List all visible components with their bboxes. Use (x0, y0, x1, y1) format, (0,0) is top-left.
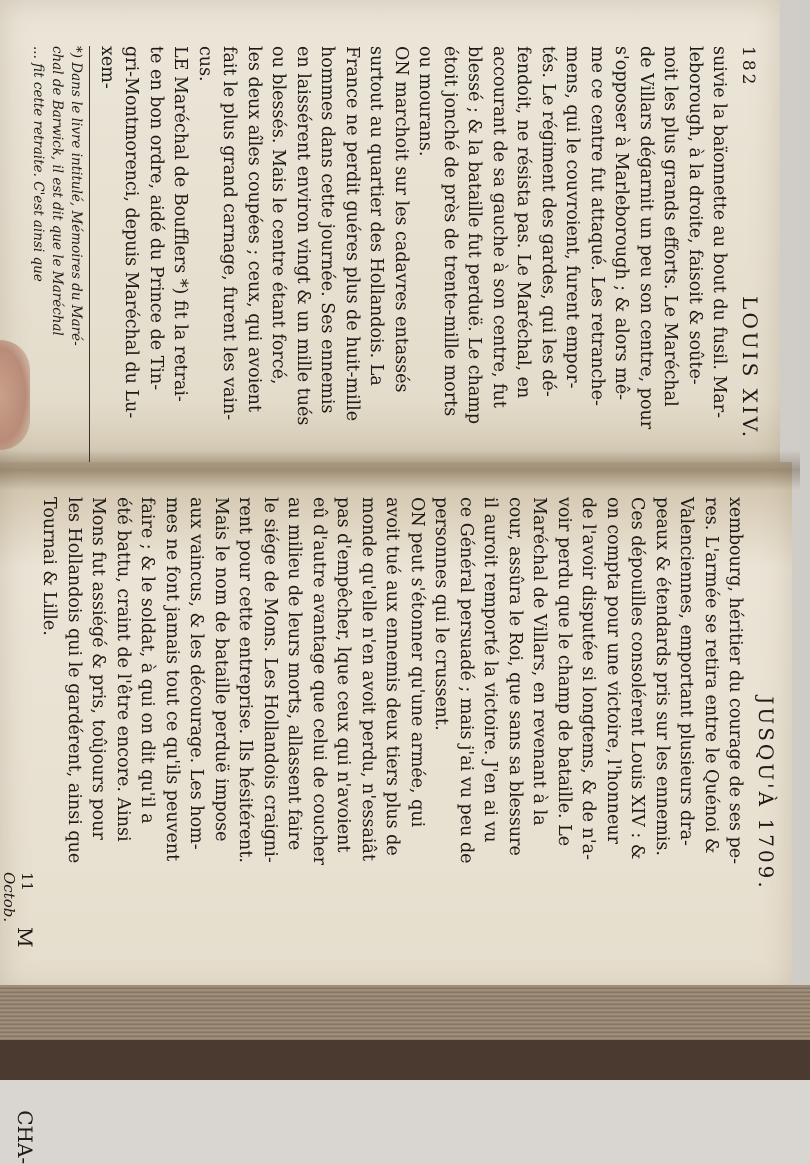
right-text-line: les Hollandois qui le gardérent, ainsi que (64, 497, 84, 864)
left-text-line: ou blessés. Mais le centre étant forcé, (268, 46, 289, 385)
right-text-line: res. L'armée se retira entre le Quénoi & (701, 497, 721, 854)
left-text-line: hommes dans cette journée. Ses ennemis (317, 46, 338, 414)
left-text-line: suivie la baïonnette au bout du fusil. Mar- (709, 46, 730, 419)
right-text-line: de l'avoir disputée si longtems, & de n'a- (578, 497, 599, 860)
right-text-line: le siége de Mons. Les Hollandois craigni- (260, 497, 280, 863)
right-text-line: aux vaincus, & les décourage. Les hom- (186, 497, 207, 850)
left-running-head: LOUIS XIV. (738, 296, 762, 441)
right-text-line: Ces dépouilles consolérent Louis XIV : & (627, 497, 648, 860)
left-text-line: gri-Montmorenci, depuis Maréchal du Lu- (121, 46, 142, 419)
right-text-line: personnes qui le crussent. (431, 497, 452, 731)
footnote-line: chal de Barwick, il est dit que le Maréchal (49, 46, 66, 336)
left-text-line: xem- (97, 46, 117, 89)
left-text-line: fait le plus grand carnage, furent les vain- (219, 46, 240, 421)
right-text-line: cour, assûra le Roi, que sans sa blessure (505, 497, 525, 856)
left-text-line: noit les plus grands efforts. Le Maréchal (660, 46, 681, 407)
left-text-line: LE Maréchal de Boufflers *) fit la retrai- (170, 46, 191, 402)
left-page-number: 182 (738, 46, 758, 88)
right-text-line: été battu, craint de l'être encore. Ainsi (113, 497, 133, 842)
right-text-line: faire ; & le soldat, à qui on dit qu'il a (137, 497, 158, 824)
left-text-line: cus. (195, 46, 215, 82)
left-text-line: leborough, à la droite, faisoit & soûte- (685, 46, 705, 385)
thumb (0, 340, 30, 450)
right-running-head: JUSQU'À 1709. (754, 696, 778, 891)
right-text-line: rent pour cette entreprise. Ils hésitérent. (235, 497, 256, 863)
right-text-line: voir perdu que le champ de bataille. Le (554, 497, 574, 847)
footnote-line: *) Dans le livre intitulé, Mémoires du Maré- (68, 46, 85, 346)
footnote-line: ... fit cette retraite. C'est ainsi que (30, 46, 47, 282)
left-text-line: étoit jonché de près de trente-mille morts (440, 46, 460, 417)
right-text-line: on compta pour une victoire, l'honneur (603, 497, 623, 844)
left-text-line: te en bon ordre, aidé du Prince de Tin- (146, 46, 166, 391)
right-text-line: pas d'empêcher, lque ceux qui n'avoient (333, 497, 354, 853)
right-text-line: ce Général persuadé ; mais j'ai vu peu de (456, 497, 476, 864)
right-text-line: Mons fut assiégé & pris, toûjours pour (88, 497, 109, 840)
side-note-month: Octob. (0, 872, 18, 923)
right-text-line: Mais le nom de bataille perduë impose (211, 497, 231, 842)
book-cover (0, 1040, 810, 1080)
left-text-line: surtout au quartier des Hollandois. La (366, 46, 387, 386)
right-text-line: avoit tué aux ennemis deux tiers plus de (382, 497, 403, 856)
left-text-line: me ce centre fut attaqué. Les retranche- (587, 46, 607, 406)
left-text-line: s'opposer à Marleborough ; & alors mê- (611, 46, 632, 401)
right-text-line: Valenciennes, emportant plusieurs dra- (676, 497, 697, 846)
right-text-line: ON peut s'étonner qu'une armée, qui (407, 497, 427, 828)
right-text-line: il auroit remporté la victoire. J'en ai vu (480, 497, 501, 843)
left-text-line: fendoit, ne résista pas. Le Maréchal, en (513, 46, 534, 399)
left-text-line: accourant de sa gauche à son centre, fut (489, 46, 509, 408)
right-text-line: Tournai & Lille. (39, 497, 60, 636)
side-note-day: 11 (18, 872, 36, 892)
left-text-line: les deux aîles coupées ; ceux, qui avoient (244, 46, 264, 412)
catchword: CHA- (13, 1110, 37, 1164)
left-text-line: de Villars dégarnit un peu son centre, pour (636, 46, 656, 430)
right-text-line: monde qu'elle n'en avoit perdu, n'essaiât (358, 497, 378, 862)
right-page (0, 462, 792, 1164)
left-text-line: en laissérent environ vingt & un mille tués (293, 46, 313, 426)
right-text-line: peaux & étendards pris sur les ennemis. (652, 497, 672, 856)
book-gutter (0, 450, 800, 490)
right-text-line: Maréchal de Villars, en revenant à la (529, 497, 550, 826)
right-text-line: eû d'autre avantage que celui de coucher (309, 497, 329, 865)
ma-mark: M (13, 927, 37, 948)
left-text-line: ou mourans. (415, 46, 436, 157)
left-text-line: mens, qui le couvroient, furent empor- (562, 46, 583, 389)
right-text-line: mes ne font jamais tout ce qu'ils peuvent (162, 497, 182, 862)
right-text-line: xembourg, héritier du courage de ses pe- (725, 497, 746, 865)
left-text-line: ON marchoit sur les cadavres entassés (391, 46, 411, 393)
side-notes (0, 872, 36, 922)
left-text-line: blessé ; & la bataille fut perduë. Le champ (464, 46, 485, 425)
left-text-line: France ne perdit guéres plus de huit-mille (342, 46, 362, 422)
left-page (0, 0, 780, 470)
right-text-line: au milieu de leurs morts, allassent faire (284, 497, 305, 851)
left-text-line: tés. Le régiment des gardes, qui les dé- (538, 46, 558, 397)
